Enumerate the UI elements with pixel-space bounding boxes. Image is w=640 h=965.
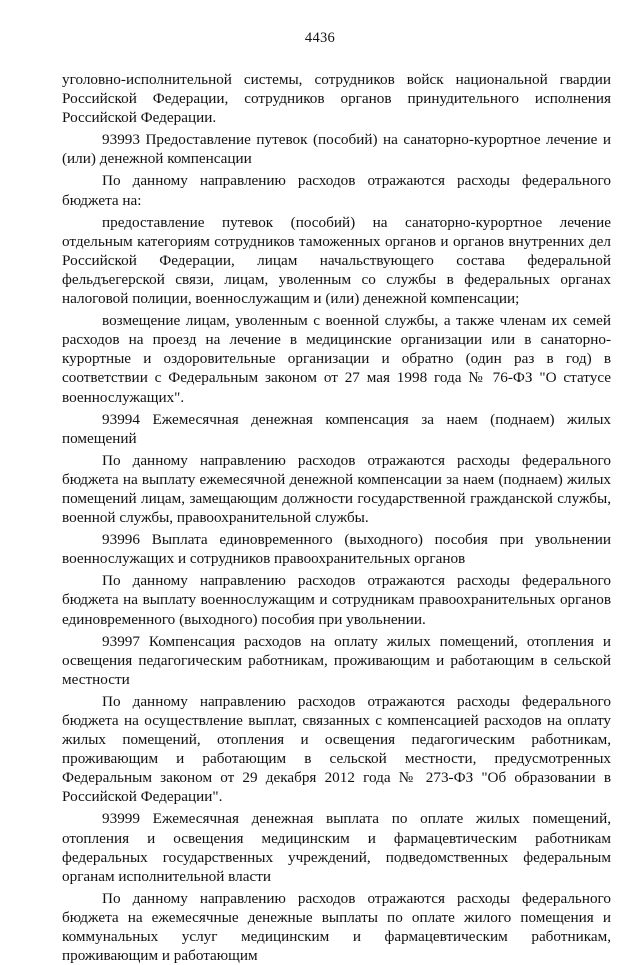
page-number: 4436 bbox=[304, 30, 336, 46]
document-body bbox=[62, 70, 611, 965]
paragraph: предоставление путевок (пособий) на санаторно-курортное лечение отдельным категориям сотрудников таможенных органов и органов внутренних дел Российской Федерации, лицам начальствующего состава федеральной фельдъегерской связи, лицам, уволенным со службы в федеральных органах налоговой полиции, военнослужащим и (или) денежной компенсации; bbox=[62, 213, 611, 308]
section-heading-93994: 93994 Ежемесячная денежная компенсация за наем (поднаем) жилых помещений bbox=[62, 410, 611, 447]
section-heading-93999: 93999 Ежемесячная денежная выплата по оплате жилых помещений, отопления и освещения медицинским и фармацевтическим работникам федеральных государственных учреждений, подведомственных федеральным органам исполнительной власти bbox=[62, 810, 611, 885]
paragraph: По данному направлению расходов отражаются расходы федерального бюджета на ежемесячные денежные выплаты по оплате жилого помещения и коммунальных услуг медицинским и фармацевтическим работникам, проживающим и работающим bbox=[62, 889, 611, 965]
paragraph: По данному направлению расходов отражаются расходы федерального бюджета на выплату ежемесячной денежной компенсации за наем (поднаем) жилых помещений лицам, замещающим должности государственной гражданской службы, военной службы, правоохранительной службы. bbox=[62, 451, 611, 527]
paragraph: возмещение лицам, уволенным с военной службы, а также членам их семей расходов на проезд на лечение в медицинские организации или в санаторно-курортные и оздоровительные организации и обратно (один раз в год) в соответствии с Федеральным законом от 27 мая 1998 года № 76-ФЗ "О статусе военнослужащих". bbox=[62, 312, 611, 406]
section-heading-93997: 93997 Компенсация расходов на оплату жилых помещений, отопления и освещения педагогическим работникам, проживающим и работающим в сельской местности bbox=[62, 632, 611, 688]
section-heading-93993: 93993 Предоставление путевок (пособий) на санаторно-курортное лечение и (или) денежной компенсации bbox=[62, 131, 611, 168]
paragraph: По данному направлению расходов отражаются расходы федерального бюджета на осуществление выплат, связанных с компенсацией расходов на оплату жилых помещений, отопления и освещения педагогическим работникам, проживающим и работающим в сельской местности, предусмотренных Федеральным законом от 29 декабря 2012 года № 273-ФЗ "Об образовании в Российской Федерации". bbox=[62, 692, 611, 806]
paragraph-continuation: уголовно-исполнительной системы, сотрудников войск национальной гвардии Российской Федерации, сотрудников органов принудительного исполнения Российской Федерации. bbox=[62, 71, 611, 127]
paragraph: По данному направлению расходов отражаются расходы федерального бюджета на выплату военнослужащим и сотрудникам правоохранительных органов единовременного (выходного) пособия при увольнении. bbox=[62, 572, 611, 628]
section-heading-93996: 93996 Выплата единовременного (выходного) пособия при увольнении военнослужащих и сотрудников правоохранительных органов bbox=[62, 531, 611, 568]
paragraph: По данному направлению расходов отражаются расходы федерального бюджета на: bbox=[62, 172, 611, 209]
